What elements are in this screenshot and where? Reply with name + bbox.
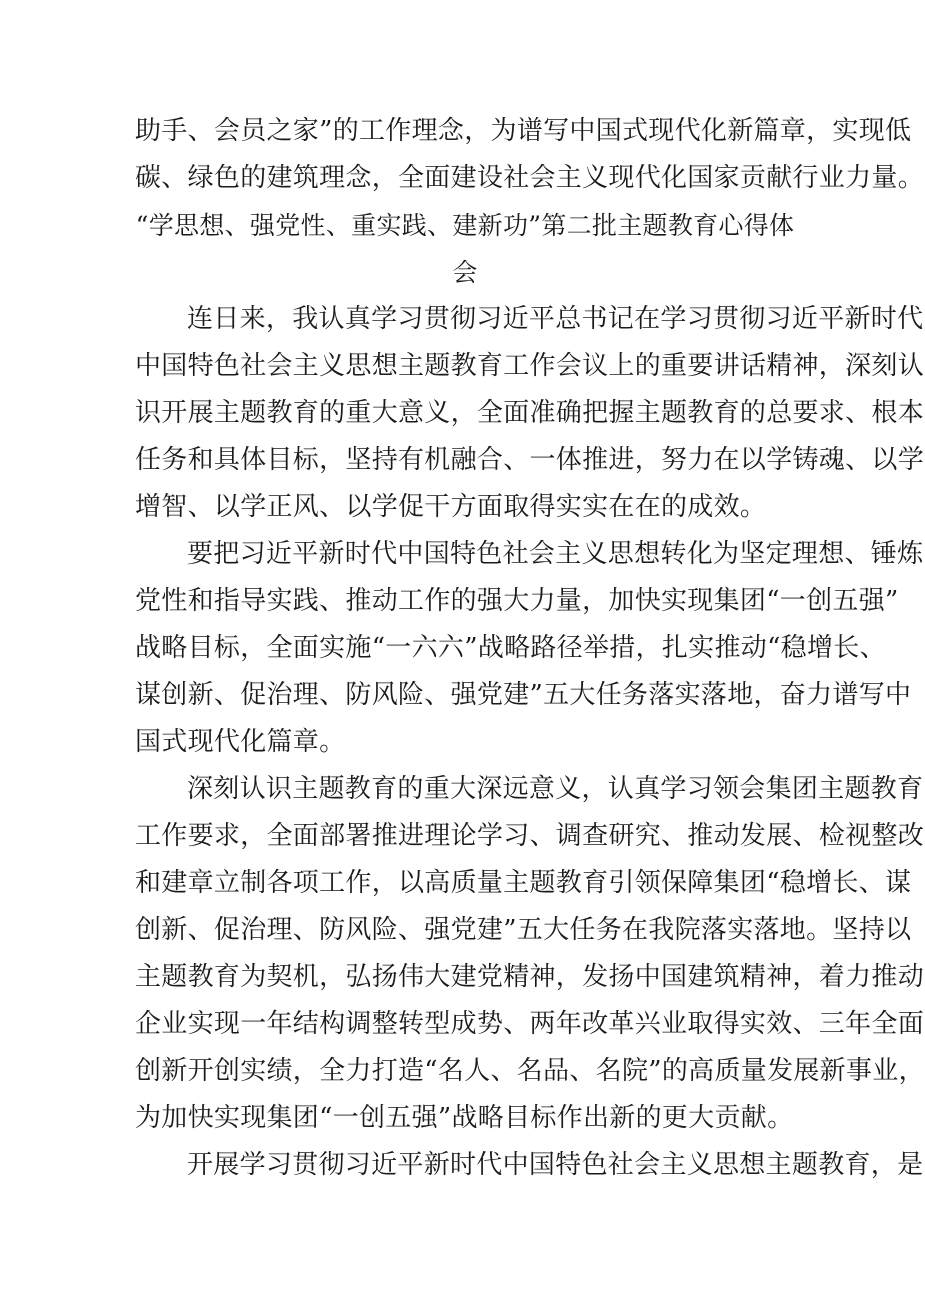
text-line: 开展学习贯彻习近平新时代中国特色社会主义思想主题教育，是 xyxy=(187,1150,924,1180)
text-line: 深刻认识主题教育的重大深远意义，认真学习领会集团主题教育 xyxy=(187,774,924,804)
text-line: 国式现代化篇章。 xyxy=(135,727,346,757)
text-line: 谋创新、促治理、防风险、强党建”五大任务落实落地，奋力谱写中 xyxy=(135,680,912,710)
text-line: 和建章立制各项工作，以高质量主题教育引领保障集团“稳增长、谋 xyxy=(135,868,912,898)
body-paragraph-2 xyxy=(135,531,924,766)
text-line: 任务和具体目标，坚持有机融合、一体推进，努力在以学铸魂、以学 xyxy=(135,445,925,475)
text-line: 党性和指导实践、推动工作的强大力量，加快实现集团“一创五强” xyxy=(135,586,899,616)
body-paragraph-1 xyxy=(135,296,925,531)
text-line: 碳、绿色的建筑理念，全面建设社会主义现代化国家贡献行业力量。 xyxy=(135,163,925,193)
text-line: 中国特色社会主义思想主题教育工作会议上的重要讲话精神，深刻认 xyxy=(135,351,925,381)
text-line: 主题教育为契机，弘扬伟大建党精神，发扬中国建筑精神，着力推动 xyxy=(135,962,925,992)
text-line: 增智、以学正风、以学促干方面取得实实在在的成效。 xyxy=(135,492,767,522)
text-line: 连日来，我认真学习贯彻习近平总书记在学习贯彻习近平新时代 xyxy=(187,304,924,334)
section-heading: “学思想、强党性、重实践、建新功”第二批主题教育心得体会 xyxy=(135,211,795,287)
body-paragraph-4 xyxy=(135,1142,924,1189)
text-line: 创新、促治理、防风险、强党建”五大任务在我院落实落地。坚持以 xyxy=(135,915,912,945)
text-line: 战略目标，全面实施“一六六”战略路径举措，扎实推动“稳增长、 xyxy=(135,633,886,663)
text-line: 创新开创实绩，全力打造“名人、名品、名院”的高质量发展新事业， xyxy=(135,1056,925,1086)
document-body xyxy=(135,108,925,1189)
continuation-paragraph xyxy=(135,108,925,202)
text-line: 企业实现一年结构调整转型成势、两年改革兴业取得实效、三年全面 xyxy=(135,1009,925,1039)
text-line: 助手、会员之家”的工作理念，为谱写中国式现代化新篇章，实现低 xyxy=(135,116,912,146)
text-line: 工作要求，全面部署推进理论学习、调查研究、推动发展、检视整改 xyxy=(135,821,925,851)
text-line: 识开展主题教育的重大意义，全面准确把握主题教育的总要求、根本 xyxy=(135,398,925,428)
text-line: 为加快实现集团“一创五强”战略目标作出新的更大贡献。 xyxy=(135,1103,794,1133)
text-line: 要把习近平新时代中国特色社会主义思想转化为坚定理想、锤炼 xyxy=(187,539,924,569)
body-paragraph-3 xyxy=(135,766,925,1142)
